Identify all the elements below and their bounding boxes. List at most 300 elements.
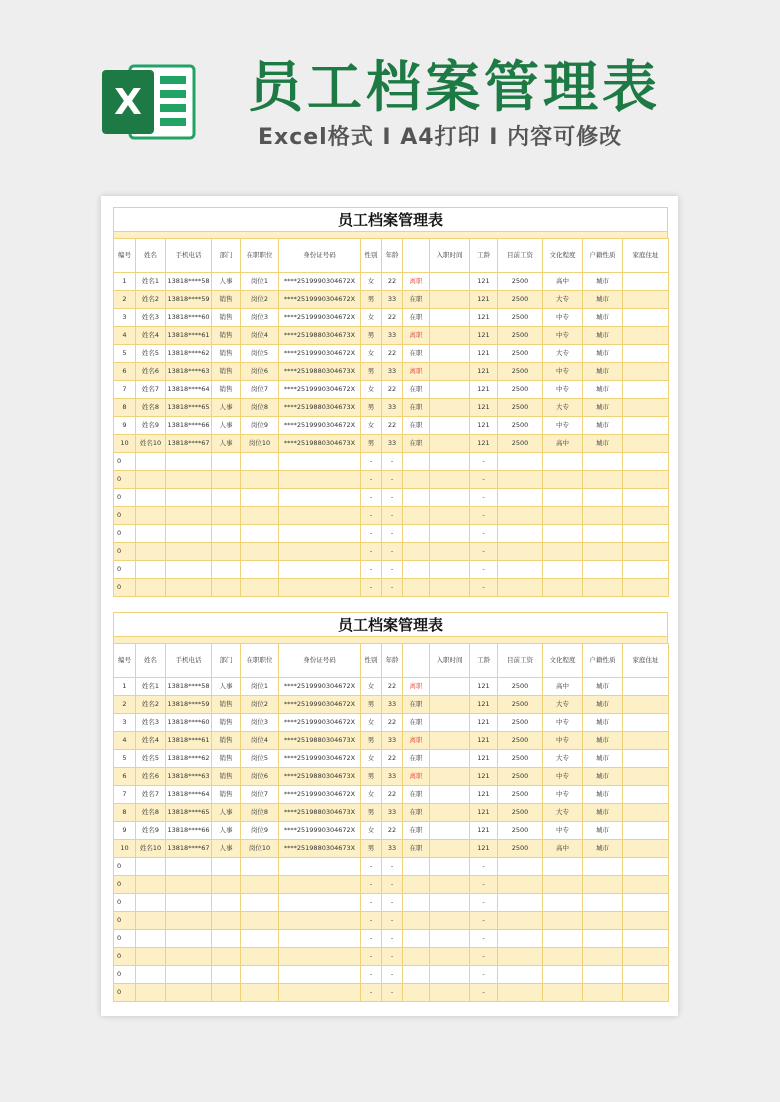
table-cell[interactable]: 22 bbox=[382, 381, 403, 399]
table-cell[interactable]: 0 bbox=[114, 471, 136, 489]
table-cell[interactable] bbox=[623, 435, 669, 453]
table-cell[interactable] bbox=[430, 876, 470, 894]
table-cell[interactable]: - bbox=[470, 930, 498, 948]
table-cell[interactable]: 姓名7 bbox=[136, 786, 166, 804]
table-cell[interactable]: 13818****63 bbox=[166, 363, 212, 381]
table-cell[interactable]: 121 bbox=[470, 840, 498, 858]
table-cell[interactable]: - bbox=[382, 894, 403, 912]
table-cell[interactable]: 大专 bbox=[543, 345, 583, 363]
table-cell[interactable]: 0 bbox=[114, 561, 136, 579]
table-cell[interactable]: - bbox=[361, 489, 382, 507]
table-cell[interactable]: 岗位9 bbox=[241, 417, 279, 435]
table-cell[interactable]: 13818****66 bbox=[166, 417, 212, 435]
table-cell[interactable]: 121 bbox=[470, 327, 498, 345]
table-cell[interactable] bbox=[543, 966, 583, 984]
table-cell[interactable] bbox=[279, 984, 361, 1002]
table-cell[interactable] bbox=[583, 543, 623, 561]
table-cell[interactable]: 岗位3 bbox=[241, 309, 279, 327]
table-cell[interactable] bbox=[212, 489, 241, 507]
table-cell[interactable]: 121 bbox=[470, 399, 498, 417]
table-cell[interactable]: 岗位9 bbox=[241, 822, 279, 840]
table-cell[interactable] bbox=[212, 858, 241, 876]
table-cell[interactable]: 13818****65 bbox=[166, 804, 212, 822]
table-cell[interactable] bbox=[241, 894, 279, 912]
table-cell[interactable] bbox=[136, 984, 166, 1002]
table-cell[interactable]: 121 bbox=[470, 381, 498, 399]
table-cell[interactable]: 岗位1 bbox=[241, 678, 279, 696]
table-cell[interactable]: 13818****58 bbox=[166, 678, 212, 696]
table-cell[interactable]: 城市 bbox=[583, 786, 623, 804]
table-cell[interactable] bbox=[403, 930, 430, 948]
table-cell[interactable]: 13818****60 bbox=[166, 714, 212, 732]
table-cell[interactable]: 2500 bbox=[498, 363, 543, 381]
table-cell[interactable]: 销售 bbox=[212, 732, 241, 750]
table-cell[interactable]: - bbox=[470, 876, 498, 894]
table-cell[interactable] bbox=[583, 912, 623, 930]
table-cell[interactable]: 城市 bbox=[583, 696, 623, 714]
table-cell[interactable] bbox=[166, 948, 212, 966]
table-cell[interactable] bbox=[543, 543, 583, 561]
table-cell[interactable]: 姓名1 bbox=[136, 273, 166, 291]
table-cell[interactable]: 女 bbox=[361, 714, 382, 732]
table-cell[interactable] bbox=[430, 525, 470, 543]
table-cell[interactable]: 姓名6 bbox=[136, 363, 166, 381]
table-cell[interactable]: - bbox=[470, 984, 498, 1002]
table-cell[interactable] bbox=[623, 543, 669, 561]
table-cell[interactable] bbox=[212, 525, 241, 543]
table-cell[interactable]: - bbox=[382, 561, 403, 579]
table-cell[interactable]: 人事 bbox=[212, 399, 241, 417]
table-cell[interactable]: 5 bbox=[114, 345, 136, 363]
table-cell[interactable]: - bbox=[382, 453, 403, 471]
table-cell[interactable]: 女 bbox=[361, 345, 382, 363]
table-cell[interactable]: - bbox=[382, 948, 403, 966]
table-cell[interactable]: - bbox=[382, 930, 403, 948]
table-cell[interactable]: 岗位1 bbox=[241, 273, 279, 291]
table-cell[interactable] bbox=[498, 471, 543, 489]
table-cell[interactable] bbox=[623, 489, 669, 507]
table-cell[interactable]: 10 bbox=[114, 435, 136, 453]
table-cell[interactable] bbox=[623, 822, 669, 840]
table-cell[interactable]: 13818****60 bbox=[166, 309, 212, 327]
table-cell[interactable]: 22 bbox=[382, 417, 403, 435]
table-cell[interactable] bbox=[279, 912, 361, 930]
table-cell[interactable]: 销售 bbox=[212, 363, 241, 381]
table-cell[interactable]: 城市 bbox=[583, 381, 623, 399]
table-cell[interactable]: 6 bbox=[114, 363, 136, 381]
table-cell[interactable]: 离职 bbox=[403, 768, 430, 786]
table-cell[interactable]: 岗位4 bbox=[241, 732, 279, 750]
table-cell[interactable]: 0 bbox=[114, 525, 136, 543]
table-cell[interactable] bbox=[279, 489, 361, 507]
table-cell[interactable]: 姓名4 bbox=[136, 732, 166, 750]
table-cell[interactable]: - bbox=[361, 984, 382, 1002]
table-cell[interactable] bbox=[623, 291, 669, 309]
table-cell[interactable]: 在职 bbox=[403, 309, 430, 327]
table-cell[interactable]: - bbox=[470, 507, 498, 525]
table-cell[interactable]: 姓名9 bbox=[136, 822, 166, 840]
table-cell[interactable] bbox=[623, 714, 669, 732]
table-cell[interactable] bbox=[166, 543, 212, 561]
table-cell[interactable] bbox=[583, 930, 623, 948]
table-cell[interactable] bbox=[403, 858, 430, 876]
table-cell[interactable] bbox=[166, 912, 212, 930]
table-cell[interactable] bbox=[403, 579, 430, 597]
table-cell[interactable] bbox=[623, 768, 669, 786]
table-cell[interactable] bbox=[403, 489, 430, 507]
table-cell[interactable]: 121 bbox=[470, 363, 498, 381]
table-cell[interactable] bbox=[623, 399, 669, 417]
table-cell[interactable]: 13818****61 bbox=[166, 327, 212, 345]
table-cell[interactable]: - bbox=[382, 966, 403, 984]
table-cell[interactable]: 33 bbox=[382, 696, 403, 714]
table-cell[interactable] bbox=[623, 696, 669, 714]
table-cell[interactable] bbox=[430, 894, 470, 912]
table-cell[interactable] bbox=[430, 471, 470, 489]
table-cell[interactable] bbox=[583, 561, 623, 579]
table-cell[interactable]: 33 bbox=[382, 291, 403, 309]
table-cell[interactable]: - bbox=[382, 876, 403, 894]
table-cell[interactable]: 0 bbox=[114, 507, 136, 525]
table-cell[interactable]: - bbox=[382, 984, 403, 1002]
table-cell[interactable]: 城市 bbox=[583, 768, 623, 786]
table-cell[interactable]: 城市 bbox=[583, 273, 623, 291]
table-cell[interactable]: 人事 bbox=[212, 435, 241, 453]
table-cell[interactable]: 城市 bbox=[583, 822, 623, 840]
table-cell[interactable] bbox=[623, 732, 669, 750]
table-cell[interactable] bbox=[623, 507, 669, 525]
table-cell[interactable] bbox=[212, 543, 241, 561]
table-cell[interactable]: - bbox=[470, 894, 498, 912]
table-cell[interactable] bbox=[279, 453, 361, 471]
table-cell[interactable]: 姓名6 bbox=[136, 768, 166, 786]
table-cell[interactable] bbox=[543, 858, 583, 876]
table-cell[interactable] bbox=[430, 948, 470, 966]
table-cell[interactable]: 在职 bbox=[403, 786, 430, 804]
table-cell[interactable]: - bbox=[361, 876, 382, 894]
table-cell[interactable]: 城市 bbox=[583, 399, 623, 417]
table-cell[interactable] bbox=[543, 930, 583, 948]
table-cell[interactable] bbox=[583, 948, 623, 966]
table-cell[interactable]: 中专 bbox=[543, 327, 583, 345]
table-cell[interactable]: ****2519990304672X bbox=[279, 381, 361, 399]
table-cell[interactable]: 大专 bbox=[543, 750, 583, 768]
table-cell[interactable] bbox=[543, 489, 583, 507]
table-cell[interactable] bbox=[403, 525, 430, 543]
table-cell[interactable]: 13818****66 bbox=[166, 822, 212, 840]
table-cell[interactable]: 人事 bbox=[212, 840, 241, 858]
table-cell[interactable] bbox=[543, 561, 583, 579]
table-cell[interactable]: 中专 bbox=[543, 309, 583, 327]
table-cell[interactable]: 城市 bbox=[583, 732, 623, 750]
table-cell[interactable]: 33 bbox=[382, 804, 403, 822]
table-cell[interactable] bbox=[498, 876, 543, 894]
table-cell[interactable] bbox=[498, 453, 543, 471]
table-cell[interactable] bbox=[498, 948, 543, 966]
table-cell[interactable]: - bbox=[382, 489, 403, 507]
table-cell[interactable]: 22 bbox=[382, 678, 403, 696]
table-cell[interactable]: 13818****58 bbox=[166, 273, 212, 291]
table-cell[interactable] bbox=[543, 948, 583, 966]
table-cell[interactable]: - bbox=[470, 579, 498, 597]
table-cell[interactable] bbox=[623, 363, 669, 381]
table-cell[interactable] bbox=[430, 345, 470, 363]
table-cell[interactable]: 姓名4 bbox=[136, 327, 166, 345]
table-cell[interactable]: 3 bbox=[114, 309, 136, 327]
table-cell[interactable]: ****2519880304673X bbox=[279, 768, 361, 786]
table-cell[interactable]: 2500 bbox=[498, 750, 543, 768]
table-cell[interactable]: - bbox=[361, 561, 382, 579]
table-cell[interactable] bbox=[212, 930, 241, 948]
table-cell[interactable]: 在职 bbox=[403, 345, 430, 363]
table-cell[interactable] bbox=[241, 543, 279, 561]
table-cell[interactable]: 0 bbox=[114, 948, 136, 966]
table-cell[interactable]: ****2519990304672X bbox=[279, 309, 361, 327]
table-cell[interactable]: 大专 bbox=[543, 696, 583, 714]
table-cell[interactable]: ****2519880304673X bbox=[279, 399, 361, 417]
table-cell[interactable] bbox=[166, 966, 212, 984]
table-cell[interactable] bbox=[403, 507, 430, 525]
table-cell[interactable]: 城市 bbox=[583, 417, 623, 435]
table-cell[interactable]: 姓名5 bbox=[136, 345, 166, 363]
table-cell[interactable]: - bbox=[470, 948, 498, 966]
table-cell[interactable]: ****2519880304673X bbox=[279, 363, 361, 381]
table-cell[interactable]: - bbox=[382, 507, 403, 525]
table-cell[interactable]: 岗位2 bbox=[241, 696, 279, 714]
table-cell[interactable] bbox=[403, 984, 430, 1002]
table-cell[interactable] bbox=[136, 930, 166, 948]
table-cell[interactable] bbox=[430, 768, 470, 786]
table-cell[interactable] bbox=[623, 309, 669, 327]
table-cell[interactable]: 中专 bbox=[543, 732, 583, 750]
table-cell[interactable] bbox=[623, 381, 669, 399]
table-cell[interactable]: - bbox=[361, 894, 382, 912]
table-cell[interactable] bbox=[623, 876, 669, 894]
table-cell[interactable]: 33 bbox=[382, 768, 403, 786]
table-cell[interactable]: - bbox=[361, 507, 382, 525]
table-cell[interactable]: 13818****63 bbox=[166, 768, 212, 786]
table-cell[interactable]: 中专 bbox=[543, 786, 583, 804]
table-cell[interactable] bbox=[166, 930, 212, 948]
table-cell[interactable] bbox=[623, 273, 669, 291]
table-cell[interactable] bbox=[279, 471, 361, 489]
table-cell[interactable] bbox=[623, 345, 669, 363]
table-cell[interactable]: 2500 bbox=[498, 678, 543, 696]
table-cell[interactable]: ****2519990304672X bbox=[279, 291, 361, 309]
table-cell[interactable]: - bbox=[361, 471, 382, 489]
table-cell[interactable] bbox=[623, 786, 669, 804]
table-cell[interactable]: 城市 bbox=[583, 714, 623, 732]
table-cell[interactable]: 女 bbox=[361, 273, 382, 291]
table-cell[interactable]: 女 bbox=[361, 678, 382, 696]
table-cell[interactable]: 0 bbox=[114, 912, 136, 930]
table-cell[interactable]: 13818****61 bbox=[166, 732, 212, 750]
table-cell[interactable]: 女 bbox=[361, 309, 382, 327]
table-cell[interactable]: 高中 bbox=[543, 435, 583, 453]
table-cell[interactable]: - bbox=[382, 471, 403, 489]
table-cell[interactable]: 2500 bbox=[498, 399, 543, 417]
table-cell[interactable] bbox=[212, 984, 241, 1002]
table-cell[interactable]: - bbox=[361, 543, 382, 561]
table-cell[interactable] bbox=[623, 804, 669, 822]
table-cell[interactable]: 销售 bbox=[212, 345, 241, 363]
table-cell[interactable]: 女 bbox=[361, 750, 382, 768]
table-cell[interactable]: 销售 bbox=[212, 696, 241, 714]
table-cell[interactable]: 121 bbox=[470, 291, 498, 309]
table-cell[interactable]: 121 bbox=[470, 750, 498, 768]
table-cell[interactable]: 姓名10 bbox=[136, 435, 166, 453]
table-cell[interactable]: - bbox=[382, 525, 403, 543]
table-cell[interactable] bbox=[543, 471, 583, 489]
table-cell[interactable]: - bbox=[470, 912, 498, 930]
table-cell[interactable]: 6 bbox=[114, 768, 136, 786]
table-cell[interactable] bbox=[403, 966, 430, 984]
table-cell[interactable]: 中专 bbox=[543, 381, 583, 399]
table-cell[interactable] bbox=[623, 858, 669, 876]
table-cell[interactable] bbox=[136, 858, 166, 876]
table-cell[interactable]: 121 bbox=[470, 273, 498, 291]
table-cell[interactable]: 0 bbox=[114, 453, 136, 471]
table-cell[interactable]: 121 bbox=[470, 768, 498, 786]
table-cell[interactable]: 22 bbox=[382, 309, 403, 327]
table-cell[interactable]: 女 bbox=[361, 786, 382, 804]
table-cell[interactable]: 121 bbox=[470, 309, 498, 327]
table-cell[interactable]: 城市 bbox=[583, 750, 623, 768]
table-cell[interactable]: - bbox=[382, 858, 403, 876]
table-cell[interactable] bbox=[430, 984, 470, 1002]
table-cell[interactable] bbox=[212, 453, 241, 471]
table-cell[interactable]: 121 bbox=[470, 714, 498, 732]
table-cell[interactable] bbox=[403, 948, 430, 966]
table-cell[interactable] bbox=[136, 507, 166, 525]
table-cell[interactable]: 城市 bbox=[583, 345, 623, 363]
table-cell[interactable]: ****2519990304672X bbox=[279, 750, 361, 768]
table-cell[interactable]: 33 bbox=[382, 732, 403, 750]
table-cell[interactable]: 7 bbox=[114, 381, 136, 399]
table-cell[interactable]: 男 bbox=[361, 768, 382, 786]
table-cell[interactable] bbox=[430, 381, 470, 399]
table-cell[interactable] bbox=[279, 858, 361, 876]
table-cell[interactable] bbox=[279, 579, 361, 597]
table-cell[interactable] bbox=[623, 912, 669, 930]
table-cell[interactable]: 销售 bbox=[212, 291, 241, 309]
table-cell[interactable]: 121 bbox=[470, 786, 498, 804]
table-cell[interactable] bbox=[241, 525, 279, 543]
table-cell[interactable]: 0 bbox=[114, 930, 136, 948]
table-cell[interactable]: 在职 bbox=[403, 804, 430, 822]
table-cell[interactable] bbox=[212, 894, 241, 912]
table-cell[interactable] bbox=[623, 894, 669, 912]
table-cell[interactable]: 女 bbox=[361, 381, 382, 399]
table-cell[interactable]: 0 bbox=[114, 858, 136, 876]
table-cell[interactable] bbox=[623, 561, 669, 579]
table-cell[interactable] bbox=[430, 804, 470, 822]
table-cell[interactable] bbox=[498, 543, 543, 561]
table-cell[interactable]: 男 bbox=[361, 696, 382, 714]
table-cell[interactable]: 离职 bbox=[403, 678, 430, 696]
table-cell[interactable]: 在职 bbox=[403, 822, 430, 840]
table-cell[interactable]: 岗位6 bbox=[241, 768, 279, 786]
table-cell[interactable] bbox=[498, 930, 543, 948]
table-cell[interactable]: - bbox=[382, 579, 403, 597]
table-cell[interactable]: 男 bbox=[361, 435, 382, 453]
table-cell[interactable]: 销售 bbox=[212, 768, 241, 786]
table-cell[interactable] bbox=[623, 471, 669, 489]
table-cell[interactable] bbox=[430, 291, 470, 309]
table-cell[interactable]: - bbox=[361, 912, 382, 930]
table-cell[interactable]: ****2519990304672X bbox=[279, 822, 361, 840]
table-cell[interactable]: 城市 bbox=[583, 435, 623, 453]
table-cell[interactable]: 22 bbox=[382, 273, 403, 291]
table-cell[interactable]: 2500 bbox=[498, 714, 543, 732]
table-cell[interactable] bbox=[430, 714, 470, 732]
table-cell[interactable]: 销售 bbox=[212, 327, 241, 345]
table-cell[interactable]: 2500 bbox=[498, 309, 543, 327]
table-cell[interactable]: 岗位3 bbox=[241, 714, 279, 732]
table-cell[interactable] bbox=[212, 966, 241, 984]
table-cell[interactable] bbox=[430, 912, 470, 930]
table-cell[interactable]: 姓名3 bbox=[136, 714, 166, 732]
table-cell[interactable]: 9 bbox=[114, 822, 136, 840]
table-cell[interactable]: 0 bbox=[114, 876, 136, 894]
table-cell[interactable] bbox=[136, 525, 166, 543]
table-cell[interactable]: 33 bbox=[382, 363, 403, 381]
table-cell[interactable] bbox=[498, 489, 543, 507]
table-cell[interactable] bbox=[136, 561, 166, 579]
table-cell[interactable]: 高中 bbox=[543, 840, 583, 858]
table-cell[interactable]: 人事 bbox=[212, 273, 241, 291]
table-cell[interactable]: 4 bbox=[114, 327, 136, 345]
table-cell[interactable] bbox=[279, 876, 361, 894]
table-cell[interactable] bbox=[166, 471, 212, 489]
table-cell[interactable]: 在职 bbox=[403, 381, 430, 399]
table-cell[interactable]: 13818****64 bbox=[166, 381, 212, 399]
table-cell[interactable]: 13818****67 bbox=[166, 435, 212, 453]
table-cell[interactable] bbox=[430, 750, 470, 768]
table-cell[interactable] bbox=[279, 525, 361, 543]
table-cell[interactable] bbox=[623, 840, 669, 858]
table-cell[interactable]: 0 bbox=[114, 966, 136, 984]
table-cell[interactable] bbox=[241, 858, 279, 876]
table-cell[interactable]: 121 bbox=[470, 696, 498, 714]
table-cell[interactable]: 33 bbox=[382, 840, 403, 858]
table-cell[interactable] bbox=[583, 876, 623, 894]
table-cell[interactable] bbox=[212, 912, 241, 930]
table-cell[interactable]: 销售 bbox=[212, 714, 241, 732]
table-cell[interactable] bbox=[241, 966, 279, 984]
table-cell[interactable] bbox=[430, 732, 470, 750]
table-cell[interactable] bbox=[430, 309, 470, 327]
table-cell[interactable] bbox=[583, 984, 623, 1002]
table-cell[interactable] bbox=[430, 435, 470, 453]
table-cell[interactable]: - bbox=[361, 453, 382, 471]
table-cell[interactable] bbox=[623, 966, 669, 984]
table-cell[interactable]: 销售 bbox=[212, 309, 241, 327]
table-cell[interactable]: - bbox=[470, 966, 498, 984]
table-cell[interactable]: 离职 bbox=[403, 732, 430, 750]
table-cell[interactable] bbox=[166, 876, 212, 894]
table-cell[interactable]: 男 bbox=[361, 840, 382, 858]
table-cell[interactable]: ****2519990304672X bbox=[279, 273, 361, 291]
table-cell[interactable] bbox=[166, 984, 212, 1002]
table-cell[interactable]: 2500 bbox=[498, 696, 543, 714]
table-cell[interactable] bbox=[498, 858, 543, 876]
table-cell[interactable]: 8 bbox=[114, 399, 136, 417]
table-cell[interactable]: 121 bbox=[470, 417, 498, 435]
table-cell[interactable]: - bbox=[470, 858, 498, 876]
table-cell[interactable] bbox=[136, 453, 166, 471]
table-cell[interactable] bbox=[241, 561, 279, 579]
